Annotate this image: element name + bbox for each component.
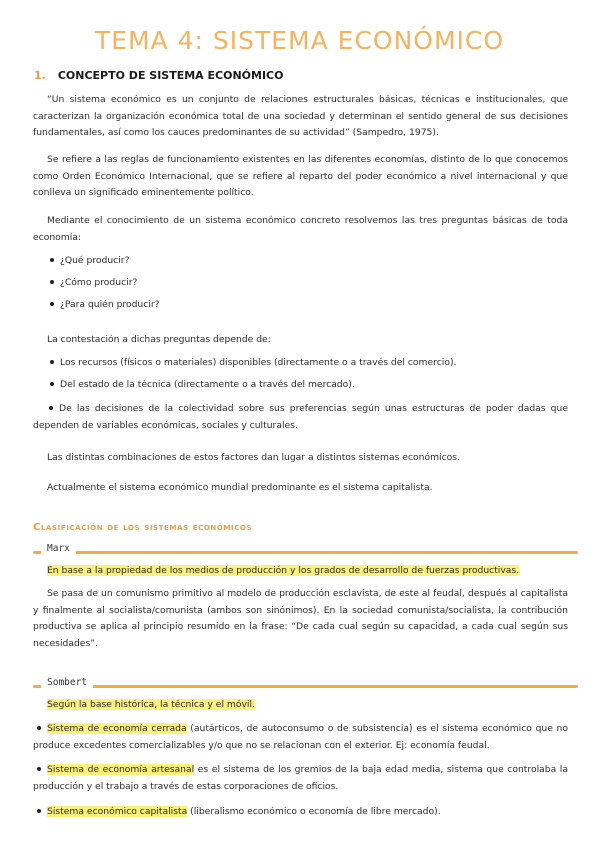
list-item-text: De las decisiones de la colectividad sobre sus preferencias según unas estructuras de poder dadas que dependen de variables económicas, sociales y culturales. — [33, 403, 568, 431]
combinations-paragraph: Las distintas combinaciones de estos factores dan lugar a distintos sistemas económicos. — [47, 452, 460, 463]
list-item-text: ¿Qué producir? — [60, 255, 130, 266]
bullet-icon — [37, 767, 41, 771]
list-item — [33, 762, 568, 795]
section-number: 1. — [34, 69, 46, 82]
answers-intro-paragraph: La contestación a dichas preguntas depende de: — [47, 334, 271, 345]
classification-heading: Clasificación de los sistemas económicos — [33, 522, 253, 533]
list-item — [50, 275, 137, 292]
divider-line — [33, 551, 578, 554]
marx-paragraph: Se pasa de un comunismo primitivo al modelo de producción esclavista, de este al feudal, después al capitalista y finalmente al socialista/comunista (ambos son sinónimos). En la sociedad comunista/socialista, la contribución productiva se aplica al principio resumido en la frase: “De cada cual según su capacidad, a cada cual según sus necesidades”. — [33, 588, 568, 649]
sombert-tag: Sombert — [41, 677, 93, 688]
divider-line — [33, 685, 578, 688]
list-item-text: (autárticos, de autoconsumo o de subsistencia) es el sistema económico que no produce excedentes comercializables y/o que no se relacionan con el exterior. Ej: economía feudal. — [33, 723, 568, 751]
highlighted-text: Según la base histórica, la técnica y el móvil. — [47, 699, 255, 710]
marx-tag: Marx — [41, 543, 76, 554]
sombert-summary — [47, 697, 567, 714]
marx-summary — [47, 563, 567, 580]
marx-divider — [33, 544, 578, 558]
list-item-text: ¿Para quién producir? — [60, 299, 160, 310]
list-item — [50, 355, 456, 372]
bullet-icon — [50, 360, 54, 364]
highlighted-term: Sistema de economía artesanal — [47, 764, 195, 775]
bullet-icon — [37, 809, 41, 813]
list-item-text: Del estado de la técnica (directamente o a través del mercado). — [60, 379, 355, 390]
capitalism-paragraph: Actualmente el sistema económico mundial predominante es el sistema capitalista. — [47, 482, 433, 493]
highlighted-term: Sistema de economía cerrada — [47, 723, 187, 734]
highlighted-text: En base a la propiedad de los medios de producción y los grados de desarrollo de fuerzas productivas. — [47, 565, 520, 576]
questions-intro-paragraph: Mediante el conocimiento de un sistema económico concreto resolvemos las tres preguntas básicas de toda economía: — [33, 215, 568, 243]
bullet-icon — [50, 382, 54, 386]
list-item-text: Los recursos (físicos o materiales) disponibles (directamente o a través del comercio). — [60, 357, 457, 368]
section-heading — [34, 69, 283, 82]
sombert-divider — [33, 678, 578, 692]
definition-paragraph: “Un sistema económico es un conjunto de relaciones estructurales básicas, técnicas e institucionales, que caracterizan la organización económica total de una sociedad y determinan el sentido general de sus decisiones fundamentales, así como los cauces predominantes de su actividad” (Sampedro, 1975). — [33, 94, 568, 138]
page-title: TEMA 4: SISTEMA ECONÓMICO — [94, 26, 505, 55]
highlighted-term: Sistema económico capitalista — [47, 806, 188, 817]
list-item — [33, 804, 568, 821]
list-item-text: (liberalismo económico o economía de libre mercado). — [187, 806, 441, 817]
bullet-icon — [49, 406, 53, 410]
section-heading-text: CONCEPTO DE SISTEMA ECONÓMICO — [57, 69, 284, 82]
list-item — [50, 297, 160, 314]
list-item — [50, 377, 355, 394]
bullet-icon — [37, 726, 41, 730]
list-item-text: es el sistema de los gremios de la baja edad media, sistema que controlaba la producción y el trabajo a través de estas corporaciones de oficios. — [33, 764, 568, 792]
bullet-icon — [50, 302, 54, 306]
list-item-text: ¿Cómo producir? — [60, 277, 138, 288]
rules-paragraph: Se refiere a las reglas de funcionamiento existentes en las diferentes economías, distinto de lo que conocemos como Orden Económico Internacional, que se refiere al reparto del poder económico a nivel internacional y que conlleva un significado eminentemente político. — [33, 154, 568, 198]
list-item — [50, 253, 129, 270]
bullet-icon — [50, 258, 54, 262]
list-item — [33, 401, 568, 434]
list-item — [33, 721, 568, 754]
bullet-icon — [50, 280, 54, 284]
